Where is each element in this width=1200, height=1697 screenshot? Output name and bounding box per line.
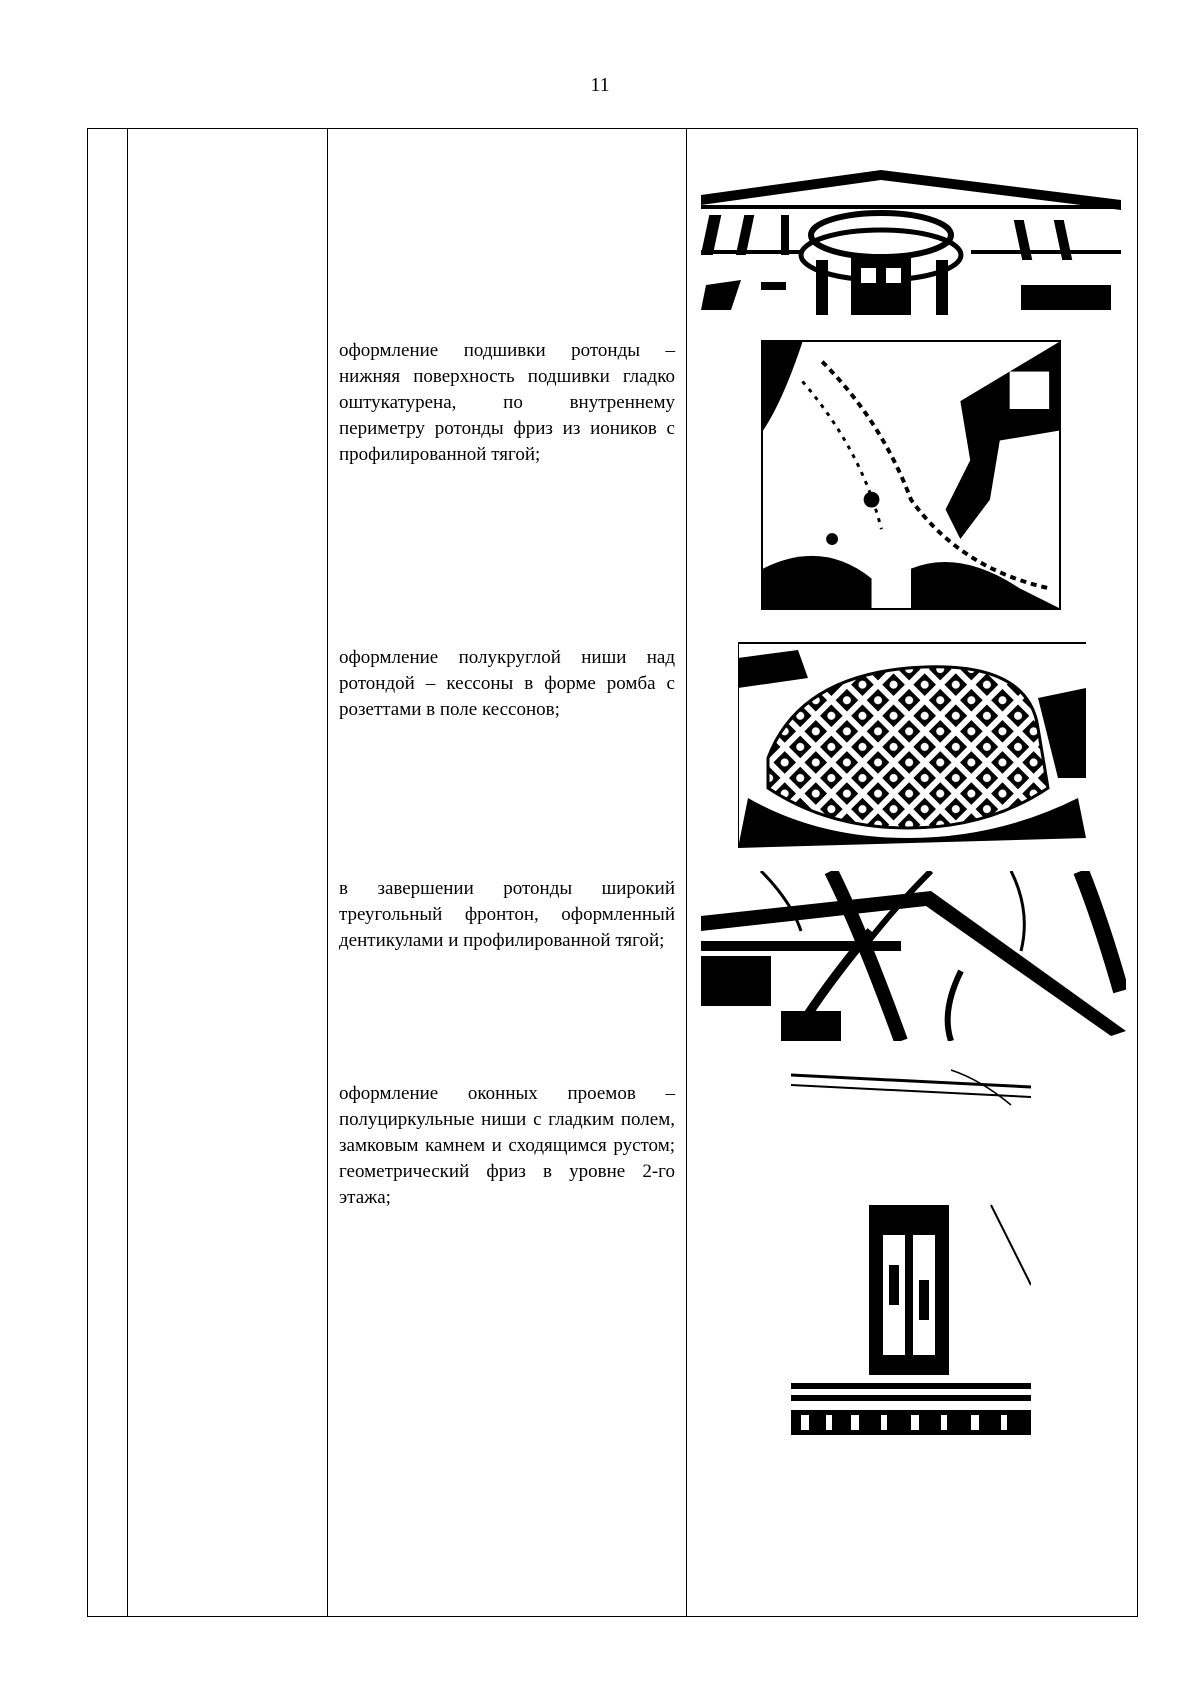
row-text-pediment: в завершении ротонды широкий треугольный фронтон, оформленный дентикулами и профилированной тягой; [339,878,675,951]
row-text-niche: оформление полукруглой ниши над ротондой – кессоны в форме ромба с розеттами в поле кессонов; [339,647,675,720]
window-niche-photo [791,1065,1031,1435]
page-number: 11 [590,74,610,96]
table-divider-3 [686,128,687,1617]
pediment-photo [701,871,1126,1041]
row-text-windows: оформление оконных проемов – полуциркульные ниши с гладким полем, замковым камнем и сходящимся рустом; геометрический фриз в уровне 2-го этажа; [339,1083,675,1208]
table-divider-1 [127,128,128,1617]
coffered-niche-photo [738,638,1086,848]
rotunda-soffit-photo [761,340,1061,610]
table-divider-2 [327,128,328,1617]
row-text-soffit: оформление подшивки ротонды – нижняя поверхность подшивки гладко оштукатурена, по внутреннему периметру ротонды фриз из иоников с профилированной тягой; [339,340,675,465]
rotunda-facade-photo [701,160,1121,315]
